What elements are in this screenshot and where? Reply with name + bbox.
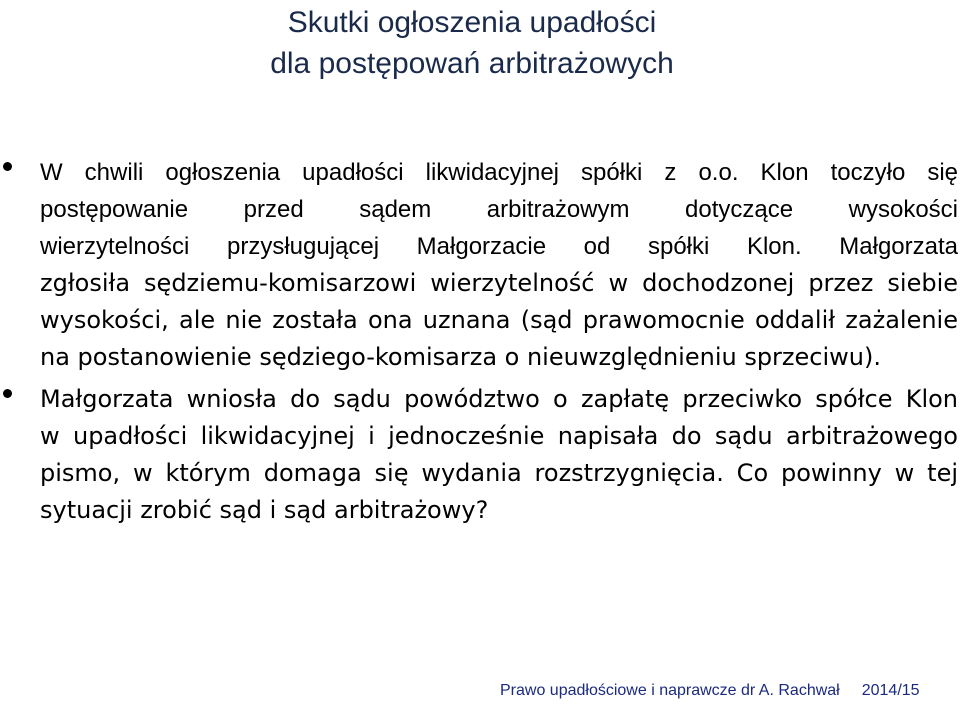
bullet-line: pismo, w którym domaga się wydania rozstrzygnięcia. Co powinny w tej [40, 459, 958, 487]
footer-text: Prawo upadłościowe i naprawcze dr A. Rachwał [500, 682, 840, 699]
bullet-line: wierzytelności przysługującej Małgorzacie od spółki Klon. Małgorzata [40, 233, 958, 260]
bullet-line: W chwili ogłoszenia upadłości likwidacyjnej spółki z o.o. Klon toczyło się [40, 159, 958, 186]
bullet-line: zgłosiła sędziemu-komisarzowi wierzytelność w dochodzonej przez siebie [40, 269, 958, 297]
bullet-line: Małgorzata wniosła do sądu powództwo o zapłatę przeciwko spółce Klon [40, 385, 958, 413]
bullet-text [40, 154, 958, 376]
slide-title-line-1: Skutki ogłoszenia upadłości [287, 6, 657, 39]
slide-footer [500, 682, 920, 700]
bullet-line: na postanowienie sędziego-komisarza o nieuwzględnieniu sprzeciwu). [40, 343, 881, 371]
bullet-dot-icon [3, 162, 12, 171]
bullet-dot-icon [3, 389, 12, 398]
bullet-text [40, 381, 958, 529]
bullet-line: postępowanie przed sądem arbitrażowym dotyczące wysokości [40, 196, 958, 223]
footer-page: 2014/15 [861, 682, 920, 699]
bullet-line: w upadłości likwidacyjnej i jednocześnie napisała do sądu arbitrażowego [40, 422, 958, 450]
slide-title-line-2: dla postępowań arbitrażowych [270, 47, 674, 80]
bullet-line: sytuacji zrobić sąd i sąd arbitrażowy? [40, 496, 489, 524]
bullet-line: wysokości, ale nie została ona uznana (sąd prawomocnie oddalił zażalenie [40, 306, 958, 334]
slide-title [0, 0, 944, 84]
